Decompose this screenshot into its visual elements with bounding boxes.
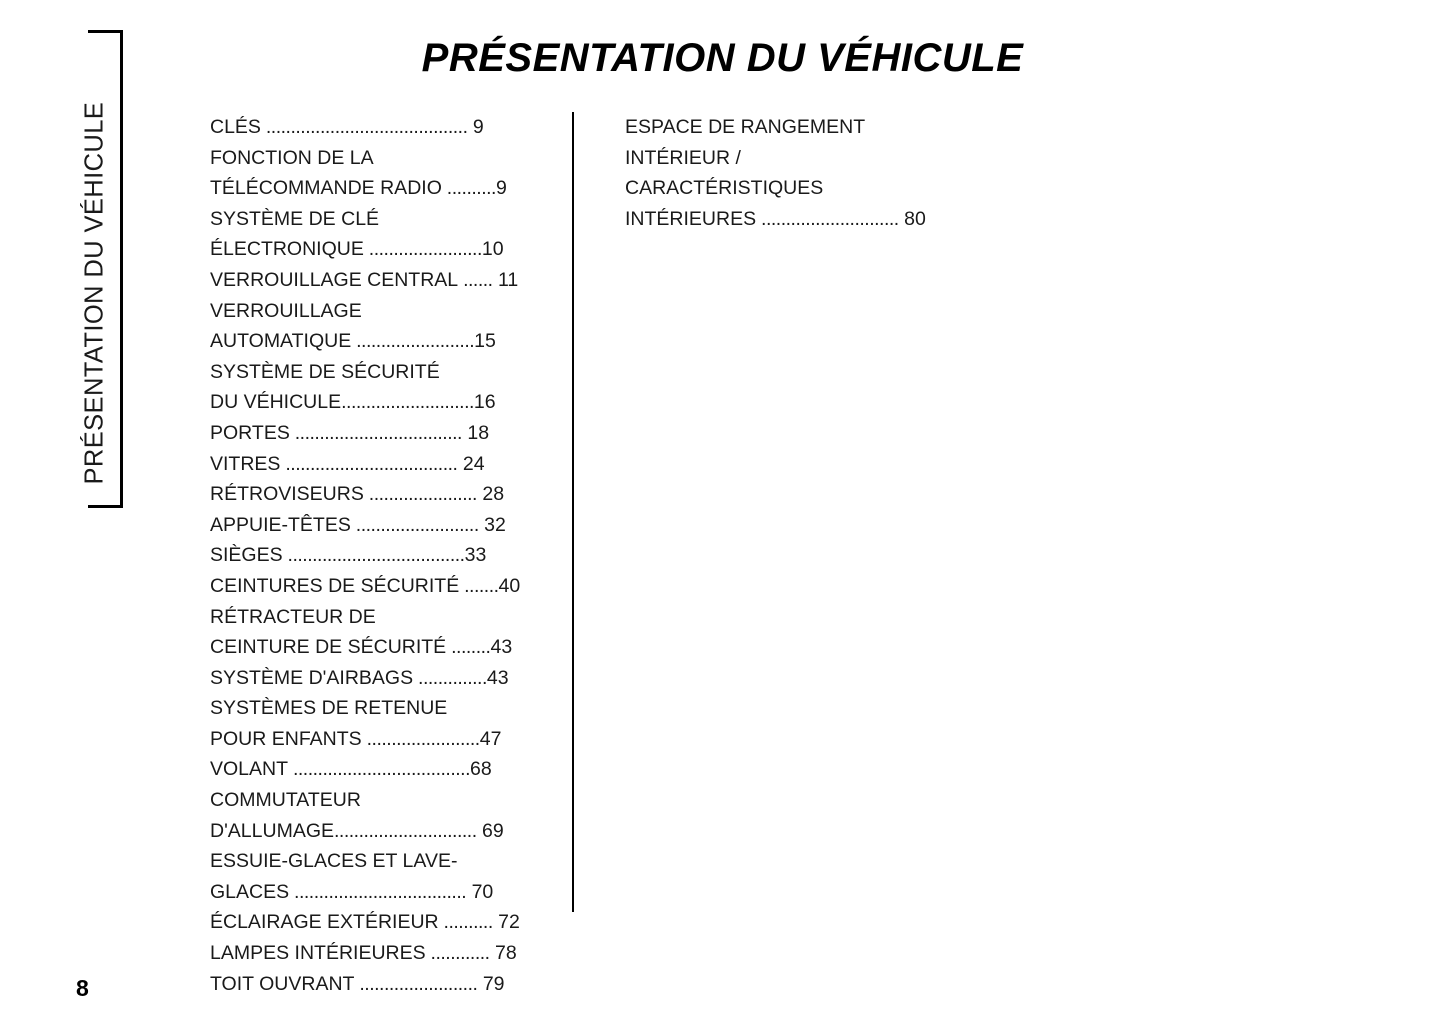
- page-number: 8: [76, 975, 89, 1001]
- toc-leader-dots: .............................: [334, 819, 477, 842]
- toc-leader-dots: ............: [425, 942, 490, 965]
- toc-leader-dots: ........: [446, 636, 491, 659]
- toc-entry-label: PORTES: [210, 421, 290, 444]
- toc-entry[interactable]: [210, 204, 552, 235]
- toc-page-number: 33: [464, 544, 487, 567]
- toc-entry[interactable]: [210, 785, 552, 816]
- toc-entry[interactable]: [210, 632, 552, 663]
- toc-entry[interactable]: [210, 693, 552, 724]
- toc-entry[interactable]: [210, 969, 552, 1000]
- toc-page-number: 9: [495, 177, 507, 200]
- toc-leader-dots: ......................: [363, 483, 477, 506]
- toc-entry[interactable]: [625, 143, 967, 174]
- toc-entry-label: APPUIE-TÊTES: [210, 513, 351, 536]
- toc-leader-dots: ...................................: [289, 880, 467, 903]
- toc-leader-dots: ..............: [413, 666, 487, 689]
- toc-leader-dots: ..........: [441, 177, 496, 200]
- toc-entry-label: VERROUILLAGE: [210, 299, 362, 322]
- toc-entry[interactable]: [210, 234, 552, 265]
- toc-entry-label: INTÉRIEUR /: [625, 146, 741, 169]
- toc-leader-dots: .......................: [361, 727, 480, 750]
- toc-entry-label: VERROUILLAGE CENTRAL: [210, 268, 459, 291]
- toc-entry-label: ESSUIE-GLACES ET LAVE-: [210, 850, 458, 873]
- toc-entry[interactable]: [210, 479, 552, 510]
- side-tab-rule-bottom: [88, 505, 123, 508]
- toc-entry[interactable]: [210, 387, 552, 418]
- toc-entry[interactable]: [210, 938, 552, 969]
- toc-entry[interactable]: [210, 540, 552, 571]
- toc-entry-label: SYSTÈME D'AIRBAGS: [210, 666, 414, 689]
- toc-entry[interactable]: [210, 357, 552, 388]
- toc-entry-label: RÉTRACTEUR DE: [210, 605, 376, 628]
- toc-column-right: [625, 112, 967, 234]
- page-title: PRÉSENTATION DU VÉHICULE: [421, 36, 1024, 80]
- toc-entry[interactable]: [210, 112, 552, 143]
- toc-page-number: 43: [490, 636, 513, 659]
- toc-page-number: 47: [479, 727, 502, 750]
- toc-entry-label: GLACES: [210, 880, 290, 903]
- column-divider: [572, 112, 574, 912]
- toc-entry-label: LAMPES INTÉRIEURES: [210, 942, 426, 965]
- toc-page-number: 68: [470, 758, 492, 781]
- toc-column-left: [210, 112, 552, 999]
- toc-page-number: 43: [486, 666, 509, 689]
- side-tab-label: PRÉSENTATION DU VÉHICULE: [80, 101, 109, 485]
- toc-leader-dots: ....................................: [288, 758, 470, 781]
- toc-entry[interactable]: [625, 204, 967, 235]
- toc-entry-label: RÉTROVISEURS: [210, 483, 364, 506]
- toc-entry[interactable]: [210, 449, 552, 480]
- toc-leader-dots: .........................................: [260, 116, 468, 138]
- toc-entry-label: CLÉS: [210, 116, 261, 138]
- toc-leader-dots: ............................: [756, 207, 899, 230]
- toc-leader-dots: ...........................: [341, 391, 474, 414]
- toc-entry[interactable]: [210, 602, 552, 633]
- toc-page-number: 72: [492, 911, 520, 934]
- toc-page-number: 78: [489, 942, 517, 965]
- toc-entry-label: DU VÉHICULE: [210, 391, 342, 414]
- table-of-contents: [210, 112, 1210, 995]
- toc-page-number: 16: [473, 391, 496, 414]
- toc-entry-label: TÉLÉCOMMANDE RADIO: [210, 177, 442, 200]
- toc-entry[interactable]: [210, 907, 552, 938]
- toc-entry[interactable]: [210, 296, 552, 327]
- toc-entry[interactable]: [210, 877, 552, 908]
- toc-entry-label: AUTOMATIQUE: [210, 330, 352, 353]
- toc-page-number: 15: [474, 330, 496, 353]
- toc-entry-label: SYSTÈME DE SÉCURITÉ: [210, 360, 440, 383]
- toc-page-number: 10: [481, 238, 504, 261]
- toc-entry-label: ÉCLAIRAGE EXTÉRIEUR: [210, 911, 439, 934]
- toc-leader-dots: ........................: [351, 330, 475, 353]
- toc-entry[interactable]: [210, 571, 552, 602]
- toc-entry-label: ÉLECTRONIQUE: [210, 238, 364, 261]
- toc-page-number: 24: [457, 452, 485, 475]
- toc-page-number: 28: [476, 483, 505, 506]
- side-tab-rule: [120, 30, 123, 508]
- toc-entry[interactable]: [210, 510, 552, 541]
- side-tab: [0, 0, 130, 1018]
- toc-page-number: 80: [898, 207, 926, 230]
- toc-entry-label: COMMUTATEUR: [210, 789, 361, 812]
- toc-page-number: 9: [467, 116, 484, 138]
- toc-page-number: 32: [478, 513, 506, 536]
- toc-entry[interactable]: [625, 173, 967, 204]
- toc-leader-dots: ..................................: [289, 421, 462, 444]
- toc-entry[interactable]: [210, 173, 552, 204]
- toc-entry-label: SYSTÈMES DE RETENUE: [210, 697, 448, 720]
- toc-leader-dots: ....................................: [282, 544, 465, 567]
- toc-entry[interactable]: [625, 112, 967, 143]
- toc-entry[interactable]: [210, 816, 552, 847]
- toc-entry-label: POUR ENFANTS: [210, 727, 362, 750]
- toc-page-number: 79: [477, 972, 505, 995]
- toc-entry[interactable]: [210, 143, 552, 174]
- toc-page-number: 18: [461, 421, 490, 444]
- toc-entry[interactable]: [210, 265, 552, 296]
- toc-entry-label: VOLANT: [210, 758, 289, 781]
- toc-page-number: 11: [492, 268, 519, 291]
- toc-entry-label: SYSTÈME DE CLÉ: [210, 207, 380, 230]
- toc-leader-dots: ......: [458, 268, 493, 291]
- toc-leader-dots: .........................: [350, 513, 479, 536]
- toc-entry[interactable]: [210, 846, 552, 877]
- toc-entry-label: ESPACE DE RANGEMENT: [625, 116, 866, 138]
- toc-page-number: 40: [498, 574, 521, 597]
- toc-entry[interactable]: [210, 724, 552, 755]
- toc-entry-label: VITRES: [210, 452, 281, 475]
- toc-leader-dots: .......................: [363, 238, 482, 261]
- toc-entry[interactable]: [210, 418, 552, 449]
- toc-page-number: 70: [466, 880, 494, 903]
- toc-entry-label: INTÉRIEURES: [625, 207, 757, 230]
- toc-leader-dots: .......: [459, 574, 499, 597]
- toc-entry-label: CARACTÉRISTIQUES: [625, 177, 824, 200]
- toc-entry-label: FONCTION DE LA: [210, 146, 374, 169]
- toc-entry-label: CEINTURES DE SÉCURITÉ: [210, 574, 460, 597]
- toc-entry-label: CEINTURE DE SÉCURITÉ: [210, 636, 447, 659]
- toc-page-number: 69: [476, 819, 504, 842]
- toc-entry-label: SIÈGES: [210, 544, 283, 567]
- toc-entry-label: D'ALLUMAGE: [210, 819, 335, 842]
- toc-entry[interactable]: [210, 326, 552, 357]
- toc-leader-dots: ...................................: [280, 452, 458, 475]
- toc-entry[interactable]: [210, 663, 552, 694]
- toc-leader-dots: ........................: [354, 972, 478, 995]
- toc-entry[interactable]: [210, 754, 552, 785]
- toc-entry-label: TOIT OUVRANT: [210, 972, 355, 995]
- toc-leader-dots: ..........: [438, 911, 493, 934]
